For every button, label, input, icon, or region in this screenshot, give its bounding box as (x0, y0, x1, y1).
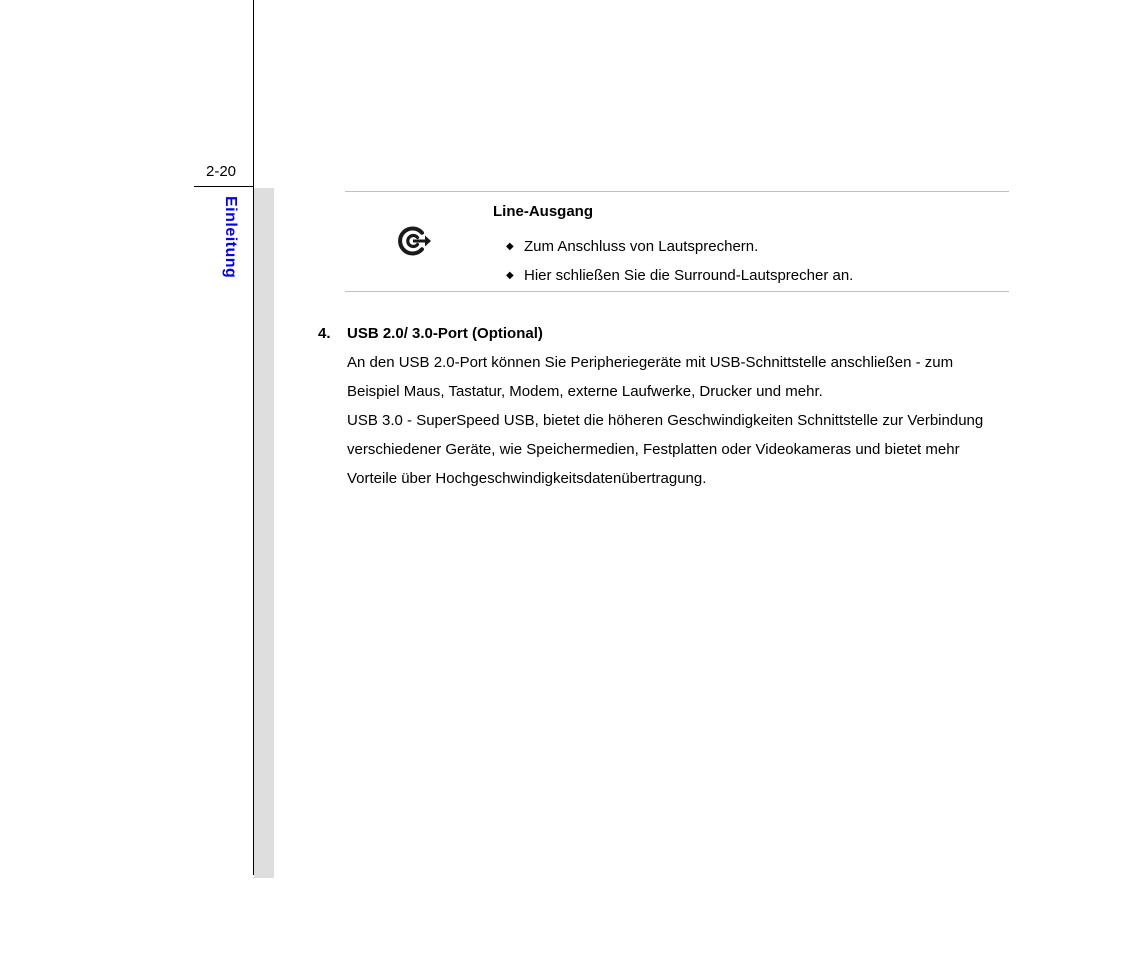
port-bullet-list (503, 232, 853, 290)
bullet-icon: ◆ (506, 241, 514, 252)
body-line: Vorteile über Hochgeschwindigkeitsdatenübertragung. (347, 470, 707, 487)
bullet-icon: ◆ (506, 270, 514, 281)
page-number: 2-20 (206, 163, 237, 180)
section-number: 4. (318, 325, 331, 342)
body-line: USB 3.0 - SuperSpeed USB, bietet die höheren Geschwindigkeiten Schnittstelle zur Verbindung (347, 412, 984, 429)
section-body (347, 348, 1032, 493)
line-out-icon (396, 223, 432, 259)
bullet-text: Zum Anschluss von Lautsprechern. (524, 238, 759, 255)
body-line: verschiedener Geräte, wie Speichermedien, Festplatten oder Videokameras und bietet mehr (347, 441, 960, 458)
body-line: An den USB 2.0-Port können Sie Peripheriegeräte mit USB-Schnittstelle anschließen - zum (347, 354, 954, 371)
bullet-text: Hier schließen Sie die Surround-Lautsprecher an. (524, 267, 854, 284)
section-title: USB 2.0/ 3.0-Port (Optional) (347, 325, 543, 342)
port-table (345, 191, 1009, 292)
margin-bar (254, 188, 274, 878)
body-line: Beispiel Maus, Tastatur, Modem, externe Laufwerke, Drucker und mehr. (347, 383, 823, 400)
port-title: Line-Ausgang (493, 203, 593, 220)
list-item (503, 232, 853, 261)
list-item (503, 261, 853, 290)
section-tab: Einleitung (222, 196, 239, 279)
page-number-rule (194, 186, 254, 187)
